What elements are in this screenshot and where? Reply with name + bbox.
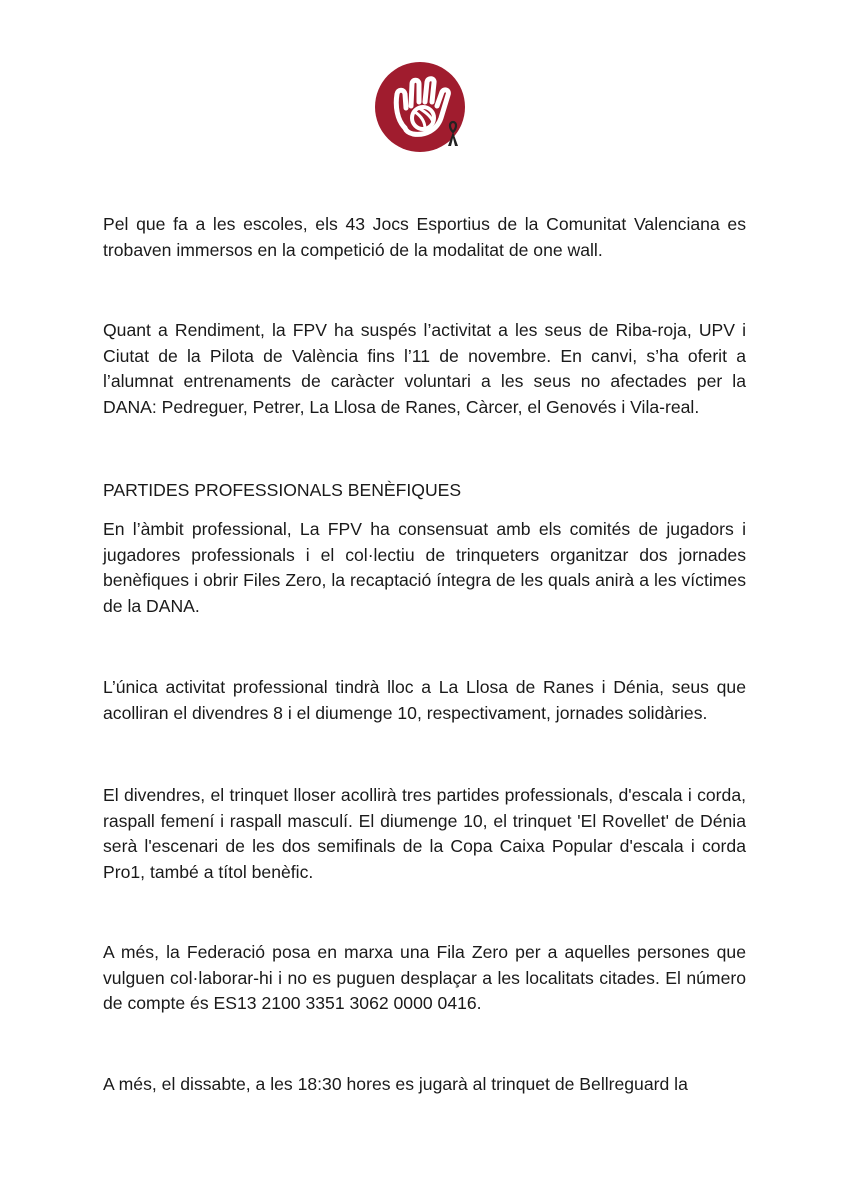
paragraph-rendiment: Quant a Rendiment, la FPV ha suspés l’activitat a les seus de Riba-roja, UPV i Ciutat de la Pilota de València fins l’11 de novembre. En canvi, s’ha oferit a l’alumnat entrenaments de caràcter voluntari a les seus no afectades per la DANA: Pedreguer, Petrer, La Llosa de Ranes, Càrcer, el Genovés i Vila-real. xyxy=(103,320,746,417)
paragraph-fila-zero: A més, la Federació posa en marxa una Fila Zero per a aquelles persones que vulguen col·laborar-hi i no es puguen desplaçar a les localitats citades. El número de compte és ES13 2100 3351 3062 0000 0416. xyxy=(103,942,746,1013)
section-heading: PARTIDES PROFESSIONALS BENÈFIQUES xyxy=(103,480,462,500)
paragraph-ambit-professional: En l’àmbit professional, La FPV ha consensuat amb els comités de jugadors i jugadores professionals i el col·lectiu de trinqueters organitzar dos jornades benèfiques i obrir Files Zero, la recaptació íntegra de les quals anirà a les víctimes de la DANA. xyxy=(103,519,746,616)
hand-with-ball-logo-icon xyxy=(375,62,469,156)
paragraph-divendres: El divendres, el trinquet lloser acollirà tres partides professionals, d'escala i corda, raspall femení i raspall masculí. El diumenge 10, el trinquet 'El Rovellet' de Dénia serà l'escenari de les dos semifinals de la Copa Caixa Popular d'escala i corda Pro1, també a títol benèfic. xyxy=(103,785,746,882)
paragraph-dissabte: A més, el dissabte, a les 18:30 hores es jugarà al trinquet de Bellreguard la xyxy=(103,1074,688,1094)
fpv-logo xyxy=(375,62,469,156)
paragraph-escoles: Pel que fa a les escoles, els 43 Jocs Esportius de la Comunitat Valenciana es trobaven immersos en la competició de la modalitat de one wall. xyxy=(103,214,746,260)
paragraph-unica-activitat: L’única activitat professional tindrà lloc a La Llosa de Ranes i Dénia, seus que acolliran el divendres 8 i el diumenge 10, respectivament, jornades solidàries. xyxy=(103,677,746,723)
